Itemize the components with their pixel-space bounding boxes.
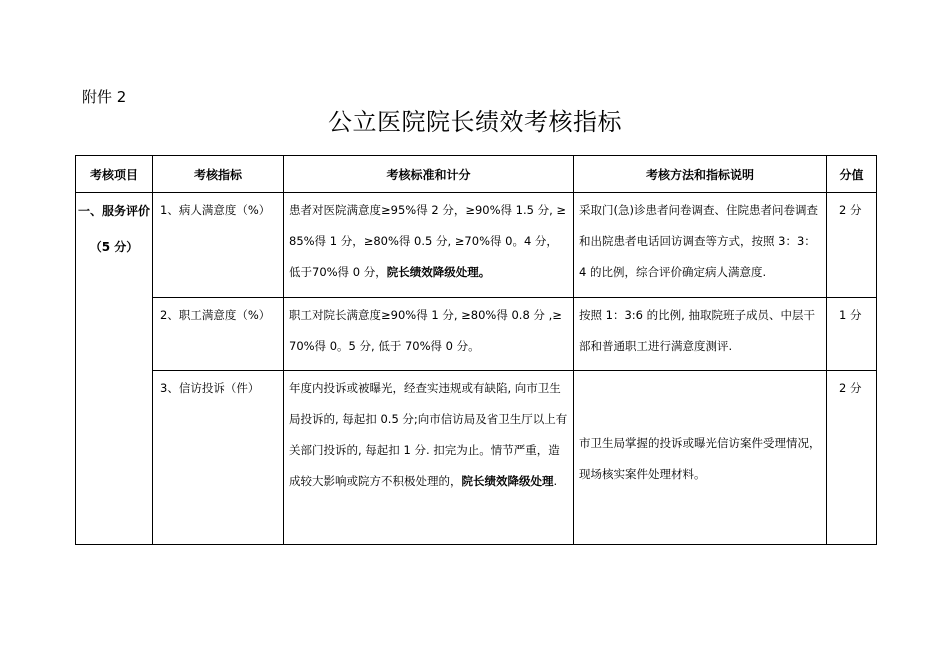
table-row <box>76 298 877 371</box>
score-value: 2 分 <box>839 203 862 217</box>
table-row <box>76 371 877 545</box>
table-row <box>76 193 877 298</box>
standard-text: 年度内投诉或被曝光，经查实违规或有缺陷, 向市卫生局投诉的, 每起扣 0.5 分;向市信访局及省卫生厅以上有关部门投诉的, 每起扣 1 分. 扣完为止。情节严重，造成较大影响或院方不积极处理的，院长绩效降级处理. <box>289 381 568 488</box>
column-header-indicator: 考核指标 <box>153 156 284 193</box>
column-header-item: 考核项目 <box>76 156 153 193</box>
method-text: 采取门(急)诊患者问卷调查、住院患者问卷调查和出院患者电话回访调查等方式，按照 3：3：4 的比例，综合评价确定病人满意度. <box>579 203 818 279</box>
document-title: 公立医院院长绩效考核指标 <box>328 108 622 136</box>
indicator-label: 2、职工满意度（%） <box>160 308 271 322</box>
standard-emphasis: 院长绩效降级处理 <box>461 474 554 488</box>
method-text: 按照 1：3:6 的比例, 抽取院班子成员、中层干部和普通职工进行满意度测评. <box>579 308 815 353</box>
indicator-label: 3、信访投诉（件） <box>160 381 260 395</box>
category-score: （5 分） <box>89 240 139 254</box>
method-cell <box>574 193 827 298</box>
category-name: 一、服务评价 <box>77 204 150 218</box>
standard-text: 职工对院长满意度≥90%得 1 分, ≥80%得 0.8 分 ,≥70%得 0。5 分, 低于 70%得 0 分。 <box>289 308 562 353</box>
table-header-row <box>76 156 877 193</box>
column-header-score: 分值 <box>827 156 877 193</box>
indicator-cell <box>153 298 284 371</box>
column-header-standard: 考核标准和计分 <box>284 156 574 193</box>
score-cell <box>827 298 877 371</box>
score-value: 2 分 <box>839 381 862 395</box>
standard-emphasis: 院长绩效降级处理。 <box>386 265 491 279</box>
assessment-table <box>75 155 877 545</box>
indicator-cell <box>153 371 284 545</box>
method-cell <box>574 298 827 371</box>
indicator-cell <box>153 193 284 298</box>
indicator-label: 1、病人满意度（%） <box>160 203 271 217</box>
standard-cell <box>284 298 574 371</box>
method-text: 市卫生局掌握的投诉或曝光信访案件受理情况，现场核实案件处理材料。 <box>579 435 821 481</box>
standard-text: 患者对医院满意度≥95%得 2 分，≥90%得 1.5 分, ≥85%得 1 分，≥80%得 0.5 分, ≥70%得 0。4 分，低于70%得 0 分，院长绩效降级处理。 <box>289 203 567 279</box>
standard-cell <box>284 371 574 545</box>
standard-cell <box>284 193 574 298</box>
column-header-method: 考核方法和指标说明 <box>574 156 827 193</box>
method-cell <box>574 371 827 545</box>
score-value: 1 分 <box>839 308 862 322</box>
category-cell <box>76 193 153 545</box>
score-cell <box>827 371 877 545</box>
score-cell <box>827 193 877 298</box>
attachment-label: 附件 2 <box>82 88 127 106</box>
